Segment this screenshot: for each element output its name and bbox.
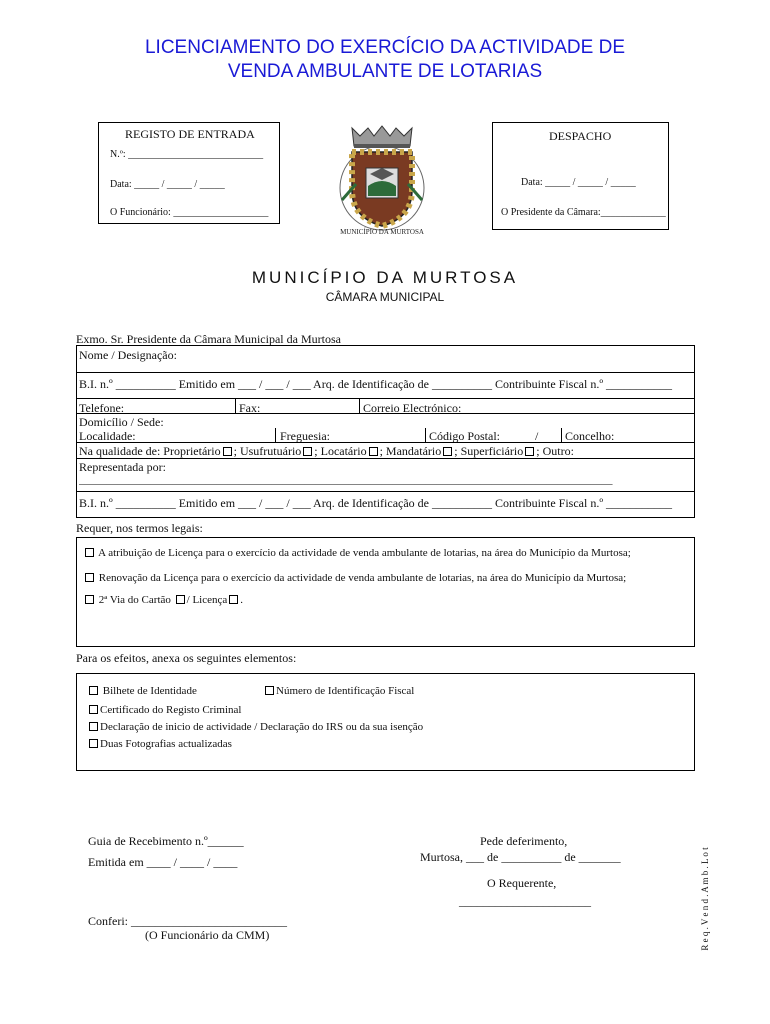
despacho-box bbox=[492, 122, 669, 230]
despacho-presidente[interactable]: O Presidente da Câmara:_____________ bbox=[501, 207, 666, 218]
superficiario-label: ; Superficiário bbox=[454, 444, 524, 458]
qualidade-row bbox=[79, 444, 574, 459]
localidade-field[interactable]: Localidade: bbox=[79, 429, 136, 443]
registo-numero[interactable]: N.º: ___________________________ bbox=[110, 149, 264, 160]
pede-deferimento: Pede deferimento, bbox=[480, 834, 568, 848]
mandatario-label: ; Mandatário bbox=[379, 444, 442, 458]
requerente-signature-line[interactable]: ______________________ bbox=[459, 894, 591, 908]
representada-line[interactable]: _________________________________________________________________________________________________ bbox=[79, 474, 613, 486]
declaracao-checkbox[interactable] bbox=[89, 722, 98, 731]
representada-field[interactable]: Representada por: bbox=[79, 460, 166, 474]
conferi[interactable]: Conferi: __________________________ bbox=[88, 914, 287, 928]
certificado-checkbox[interactable] bbox=[89, 705, 98, 714]
requer-label: Requer, nos termos legais: bbox=[76, 521, 203, 535]
salutation: Exmo. Sr. Presidente da Câmara Municipal da Murtosa bbox=[76, 332, 341, 346]
domicilio-field[interactable]: Domicílio / Sede: bbox=[79, 415, 164, 429]
locatario-checkbox[interactable] bbox=[369, 447, 378, 456]
anexa-item-bilhete bbox=[87, 685, 197, 697]
fotografias-label: Duas Fotografias actualizadas bbox=[100, 738, 232, 750]
guia-recebimento[interactable]: Guia de Recebimento n.º______ bbox=[88, 834, 244, 848]
anexa-item-certificado bbox=[87, 704, 241, 716]
telefone-field[interactable]: Telefone: bbox=[79, 401, 125, 415]
fotografias-checkbox[interactable] bbox=[89, 739, 98, 748]
document-title-line1: LICENCIAMENTO DO EXERCÍCIO DA ACTIVIDADE DE bbox=[144, 37, 626, 58]
requer-option-3 bbox=[83, 594, 243, 606]
o-requerente: O Requerente, bbox=[487, 876, 557, 890]
identification-form bbox=[76, 345, 695, 518]
nif-label: Número de Identificação Fiscal bbox=[276, 685, 415, 697]
anexa-item-nif bbox=[263, 685, 414, 697]
bilhete-label: Bilhete de Identidade bbox=[102, 685, 197, 697]
renovacao-checkbox[interactable] bbox=[85, 573, 94, 582]
side-reference-code: R e q . V e n d . A m b . L o t bbox=[700, 847, 710, 951]
freguesia-field[interactable]: Freguesia: bbox=[280, 429, 330, 443]
atribuicao-checkbox[interactable] bbox=[85, 548, 94, 557]
anexa-label: Para os efeitos, anexa os seguintes elementos: bbox=[76, 651, 297, 665]
correio-field[interactable]: Correio Electrónico: bbox=[363, 401, 462, 415]
outro-label[interactable]: ; Outro: bbox=[536, 444, 574, 458]
codigo-postal-field[interactable]: Código Postal: bbox=[429, 429, 501, 443]
bi-row-2[interactable]: B.I. n.º __________ Emitido em ___ / ___ / ___ Arq. de Identificação de __________ Contribuinte Fiscal n.º ___________ bbox=[79, 496, 673, 510]
emitida-em[interactable]: Emitida em ____ / ____ / ____ bbox=[88, 855, 238, 869]
requer-option-2 bbox=[83, 572, 626, 584]
atribuicao-label: A atribuição de Licença para o exercício da actividade de venda ambulante de lotarias, na área do Município da Murtosa; bbox=[98, 547, 631, 559]
coat-of-arms-icon bbox=[330, 124, 434, 240]
municipio-name: MUNICÍPIO DA MURTOSA bbox=[251, 268, 519, 287]
document-title-line2: VENDA AMBULANTE DE LOTARIAS bbox=[227, 61, 543, 82]
fax-field[interactable]: Fax: bbox=[239, 401, 261, 415]
anexa-item-declaracao bbox=[87, 721, 423, 733]
despacho-data[interactable]: Data: _____ / _____ / _____ bbox=[521, 177, 636, 188]
registo-entrada-box bbox=[98, 122, 280, 224]
licenca-checkbox[interactable] bbox=[176, 595, 185, 604]
usufrutuario-checkbox[interactable] bbox=[303, 447, 312, 456]
segunda-via-cartao-checkbox[interactable] bbox=[85, 595, 94, 604]
licenca-final-checkbox[interactable] bbox=[229, 595, 238, 604]
segunda-via-cartao-label: 2ª Via do Cartão bbox=[98, 594, 171, 606]
nif-checkbox[interactable] bbox=[265, 686, 274, 695]
camara-municipal: CÂMARA MUNICIPAL bbox=[325, 290, 445, 304]
licenca-label: / Licença bbox=[186, 594, 228, 606]
anexa-box bbox=[76, 673, 695, 771]
locatario-label: ; Locatário bbox=[314, 444, 367, 458]
licenca-period: . bbox=[240, 594, 244, 606]
registo-data[interactable]: Data: _____ / _____ / _____ bbox=[110, 179, 225, 190]
anexa-item-fotografias bbox=[87, 738, 232, 750]
qualidade-intro: Na qualidade de: Proprietário bbox=[79, 444, 221, 458]
proprietario-checkbox[interactable] bbox=[223, 447, 232, 456]
renovacao-label: Renovação da Licença para o exercício da actividade de venda ambulante de lotarias, na área do Município da Murtosa; bbox=[98, 572, 627, 584]
concelho-field[interactable]: Concelho: bbox=[565, 429, 615, 443]
registo-funcionario[interactable]: O Funcionário: ___________________ bbox=[110, 207, 269, 218]
certificado-label: Certificado do Registo Criminal bbox=[100, 704, 242, 716]
superficiario-checkbox[interactable] bbox=[525, 447, 534, 456]
bi-row[interactable]: B.I. n.º __________ Emitido em ___ / ___ / ___ Arq. de Identificação de __________ Contribuinte Fiscal n.º ___________ bbox=[79, 377, 673, 391]
bilhete-checkbox[interactable] bbox=[89, 686, 98, 695]
registo-heading: REGISTO DE ENTRADA bbox=[125, 127, 255, 141]
usufrutuario-label: ; Usufrutuário bbox=[233, 444, 302, 458]
funcionario-cmm: (O Funcionário da CMM) bbox=[145, 928, 270, 942]
requer-option-1 bbox=[83, 547, 631, 559]
mandatario-checkbox[interactable] bbox=[443, 447, 452, 456]
declaracao-label: Declaração de inicio de actividade / Declaração do IRS ou da sua isenção bbox=[100, 721, 424, 733]
despacho-heading: DESPACHO bbox=[549, 129, 612, 143]
svg-text:MUNICÍPIO DA MURTOSA: MUNICÍPIO DA MURTOSA bbox=[340, 228, 424, 236]
murtosa-date[interactable]: Murtosa, ___ de __________ de _______ bbox=[420, 850, 621, 864]
nome-field[interactable]: Nome / Designação: bbox=[79, 348, 177, 362]
requer-box bbox=[76, 537, 695, 647]
codigo-postal-separator: / bbox=[535, 429, 539, 443]
